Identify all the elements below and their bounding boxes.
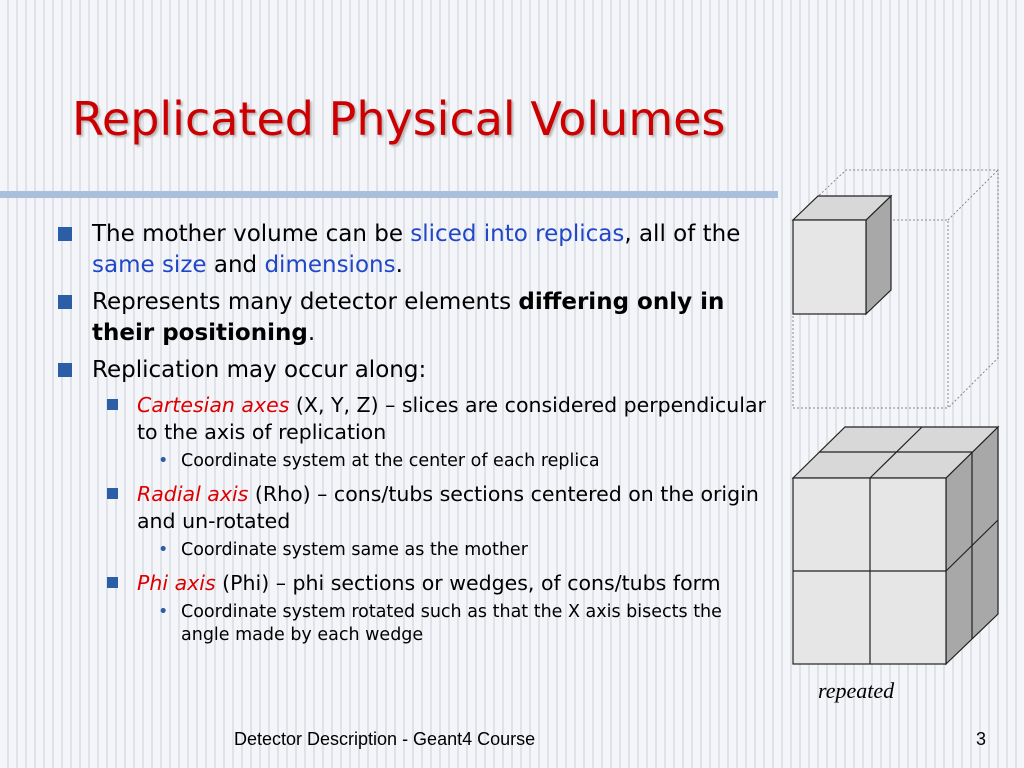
subbullet-text: (Rho) – cons/tubs sections centered on the origin and un-rotated — [137, 482, 759, 533]
subbullet-text: (Phi) – phi sections or wedges, of cons/tubs form — [215, 571, 721, 595]
single-replica-cube — [793, 196, 891, 314]
highlight-same-size: same size — [92, 252, 207, 278]
subsubbullet-text: Coordinate system at the center of each replica — [181, 451, 600, 471]
square-bullet-icon — [58, 363, 72, 377]
highlight-dimensions: dimensions — [264, 252, 396, 278]
bullet-text: , all of the — [624, 221, 741, 247]
dot-bullet-icon: • — [158, 451, 169, 471]
square-bullet-icon — [107, 399, 118, 410]
square-bullet-icon — [58, 227, 72, 241]
subbullet-phi-axis — [56, 570, 766, 597]
subbullet-text: (X, Y, Z) – slices are considered perpendicular to the axis of replication — [137, 393, 766, 444]
term-phi-axis: Phi axis — [137, 571, 216, 595]
subbullet-cartesian-axes — [56, 392, 766, 446]
square-bullet-icon — [58, 295, 72, 309]
page-number: 3 — [976, 729, 987, 749]
highlight-sliced-into-replicas: sliced into replicas — [410, 221, 625, 247]
footer-text: Detector Description - Geant4 Course — [234, 729, 536, 749]
repeated-replicas-block — [793, 427, 998, 664]
slide-title: Replicated Physical Volumes — [72, 92, 726, 146]
term-cartesian-axes: Cartesian axes — [137, 393, 290, 417]
bullet-sliced-into-replicas — [56, 219, 766, 281]
bullet-text: The mother volume can be — [92, 221, 411, 247]
bullet-detector-elements — [56, 287, 766, 349]
bullet-text: . — [395, 252, 403, 278]
term-radial-axis: Radial axis — [137, 482, 249, 506]
bullet-replication-along — [56, 355, 766, 386]
bold-differing-positioning: differing only in their positioning — [92, 289, 725, 346]
subsubbullet-text: Coordinate system same as the mother — [181, 540, 528, 560]
bullet-text: and — [206, 252, 265, 278]
bullet-text: Replication may occur along: — [92, 357, 427, 383]
bullet-text: . — [307, 320, 316, 346]
subsubbullet-cartesian — [56, 450, 766, 473]
figure-caption-repeated: repeated — [818, 678, 895, 703]
subsubbullet-text: Coordinate system rotated such as that the X axis bisects the angle made by each wedge — [181, 602, 722, 645]
subsubbullet-radial — [56, 539, 766, 562]
subbullet-radial-axis — [56, 481, 766, 535]
bullet-text: Represents many detector elements — [92, 289, 519, 315]
subsubbullet-phi — [56, 601, 766, 647]
dot-bullet-icon: • — [158, 602, 169, 622]
square-bullet-icon — [107, 488, 118, 499]
square-bullet-icon — [107, 577, 118, 588]
title-underline — [0, 191, 778, 198]
dot-bullet-icon: • — [158, 540, 169, 560]
replica-diagram — [780, 160, 1010, 720]
bullet-list — [56, 219, 766, 655]
